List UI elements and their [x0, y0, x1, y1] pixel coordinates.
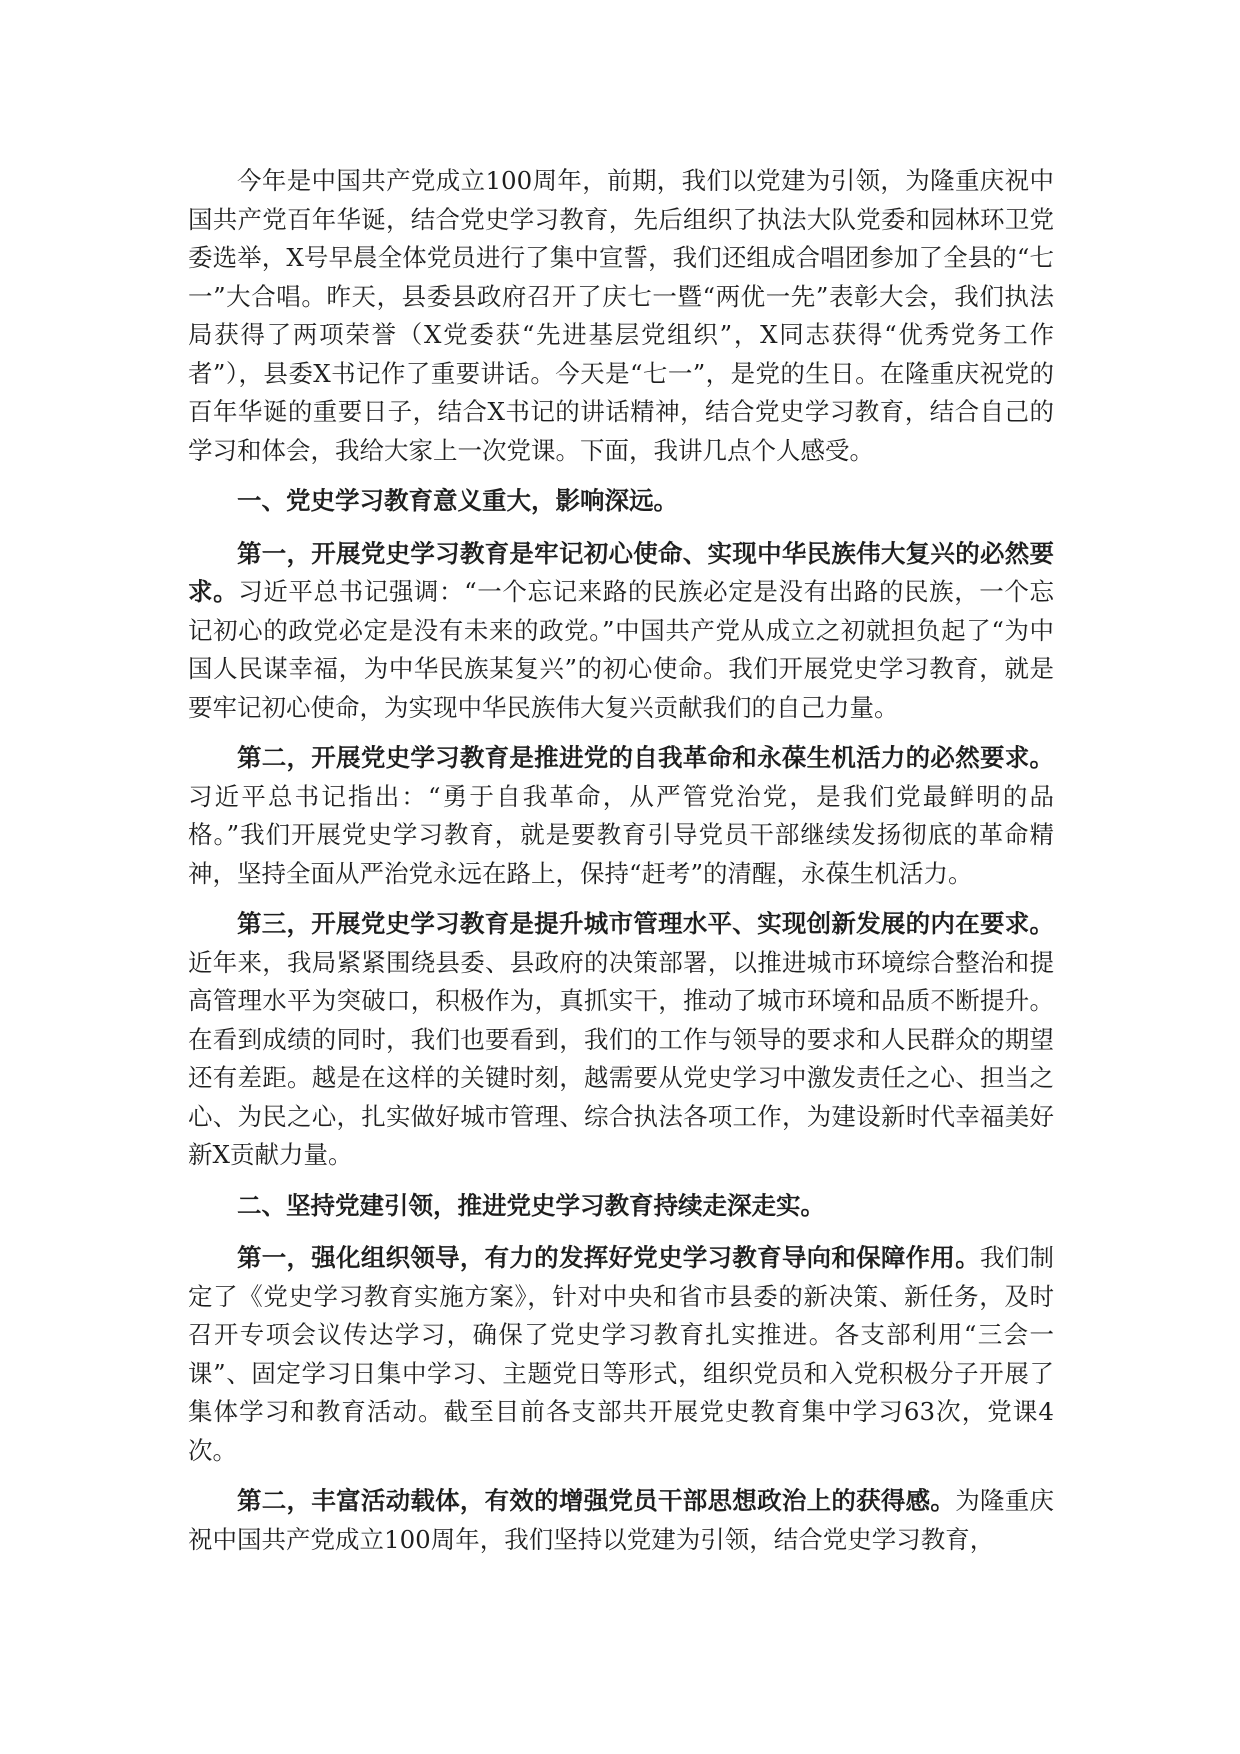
section-1-point-3: [188, 905, 1054, 1175]
section-2-point-1: [188, 1239, 1054, 1470]
section-2-point-2-lead: 第二，丰富活动载体，有效的增强党员干部思想政治上的获得感。: [237, 1486, 956, 1515]
section-2-point-1-lead: 第一，强化组织领导，有力的发挥好党史学习教育导向和保障作用。: [237, 1243, 980, 1272]
section-1-point-1-lead: 第一，开展党史学习教育是牢记初心使命、实现中华民族伟大复兴的必然要求。: [188, 538, 1054, 606]
section-1-point-3-lead: 第三，开展党史学习教育是提升城市管理水平、实现创新发展的内在要求。: [237, 909, 1054, 938]
section-1-point-2-body: 习近平总书记指出：“勇于自我革命，从严管党治党，是我们党最鲜明的品格。”我们开展党史学习教育，就是要教育引导党员干部继续发扬彻底的革命精神，坚持全面从严治党永远在路上，保持“赶考”的清醒，永葆生机活力。: [188, 781, 1054, 888]
section-1-point-1: [188, 535, 1054, 728]
section-1-point-2: [188, 739, 1054, 893]
section-2-point-1-body: 我们制定了《党史学习教育实施方案》，针对中央和省市县委的新决策、新任务，及时召开专项会议传达学习，确保了党史学习教育扎实推进。各支部利用“三会一课”、固定学习日集中学习、主题党日等形式，组织党员和入党积极分子开展了集体学习和教育活动。截至目前各支部共开展党史教育集中学习63次，党课4次。: [188, 1243, 1054, 1465]
section-1-point-3-body: 近年来，我局紧紧围绕县委、县政府的决策部署，以推进城市环境综合整治和提高管理水平为突破口，积极作为，真抓实干，推动了城市环境和品质不断提升。在看到成绩的同时，我们也要看到，我们的工作与领导的要求和人民群众的期望还有差距。越是在这样的关键时刻，越需要从党史学习中激发责任之心、担当之心、为民之心，扎实做好城市管理、综合执法各项工作，为建设新时代幸福美好新X贡献力量。: [188, 947, 1054, 1169]
section-1-point-1-body: 习近平总书记强调：“一个忘记来路的民族必定是没有出路的民族，一个忘记初心的政党必定是没有未来的政党。”中国共产党从成立之初就担负起了“为中国人民谋幸福，为中华民族某复兴”的初心使命。我们开展党史学习教育，就是要牢记初心使命，为实现中华民族伟大复兴贡献我们的自己力量。: [188, 577, 1055, 722]
intro-paragraph: 今年是中国共产党成立100周年，前期，我们以党建为引领，为隆重庆祝中国共产党百年华诞，结合党史学习教育，先后组织了执法大队党委和园林环卫党委选举，X号早晨全体党员进行了集中宣誓，我们还组成合唱团参加了全县的“七一”大合唱。昨天，县委县政府召开了庆七一暨“两优一先”表彰大会，我们执法局获得了两项荣誉（X党委获“先进基层党组织”，X同志获得“优秀党务工作者”），县委X书记作了重要讲话。今天是“七一”，是党的生日。在隆重庆祝党的百年华诞的重要日子，结合X书记的讲话精神，结合党史学习教育，结合自己的学习和体会，我给大家上一次党课。下面，我讲几点个人感受。: [188, 166, 1054, 465]
section-2-point-2-body: 为隆重庆祝中国共产党成立100周年，我们坚持以党建为引领，结合党史学习教育，: [188, 1486, 1054, 1554]
section-2-point-2: [188, 1482, 1054, 1559]
document-body: [188, 162, 1054, 1571]
section-1-point-2-lead: 第二，开展党史学习教育是推进党的自我革命和永葆生机活力的必然要求。: [237, 743, 1054, 772]
section-2-heading: 二、坚持党建引领，推进党史学习教育持续走深走实。: [237, 1190, 825, 1220]
section-1-heading: 一、党史学习教育意义重大，影响深远。: [237, 486, 678, 515]
